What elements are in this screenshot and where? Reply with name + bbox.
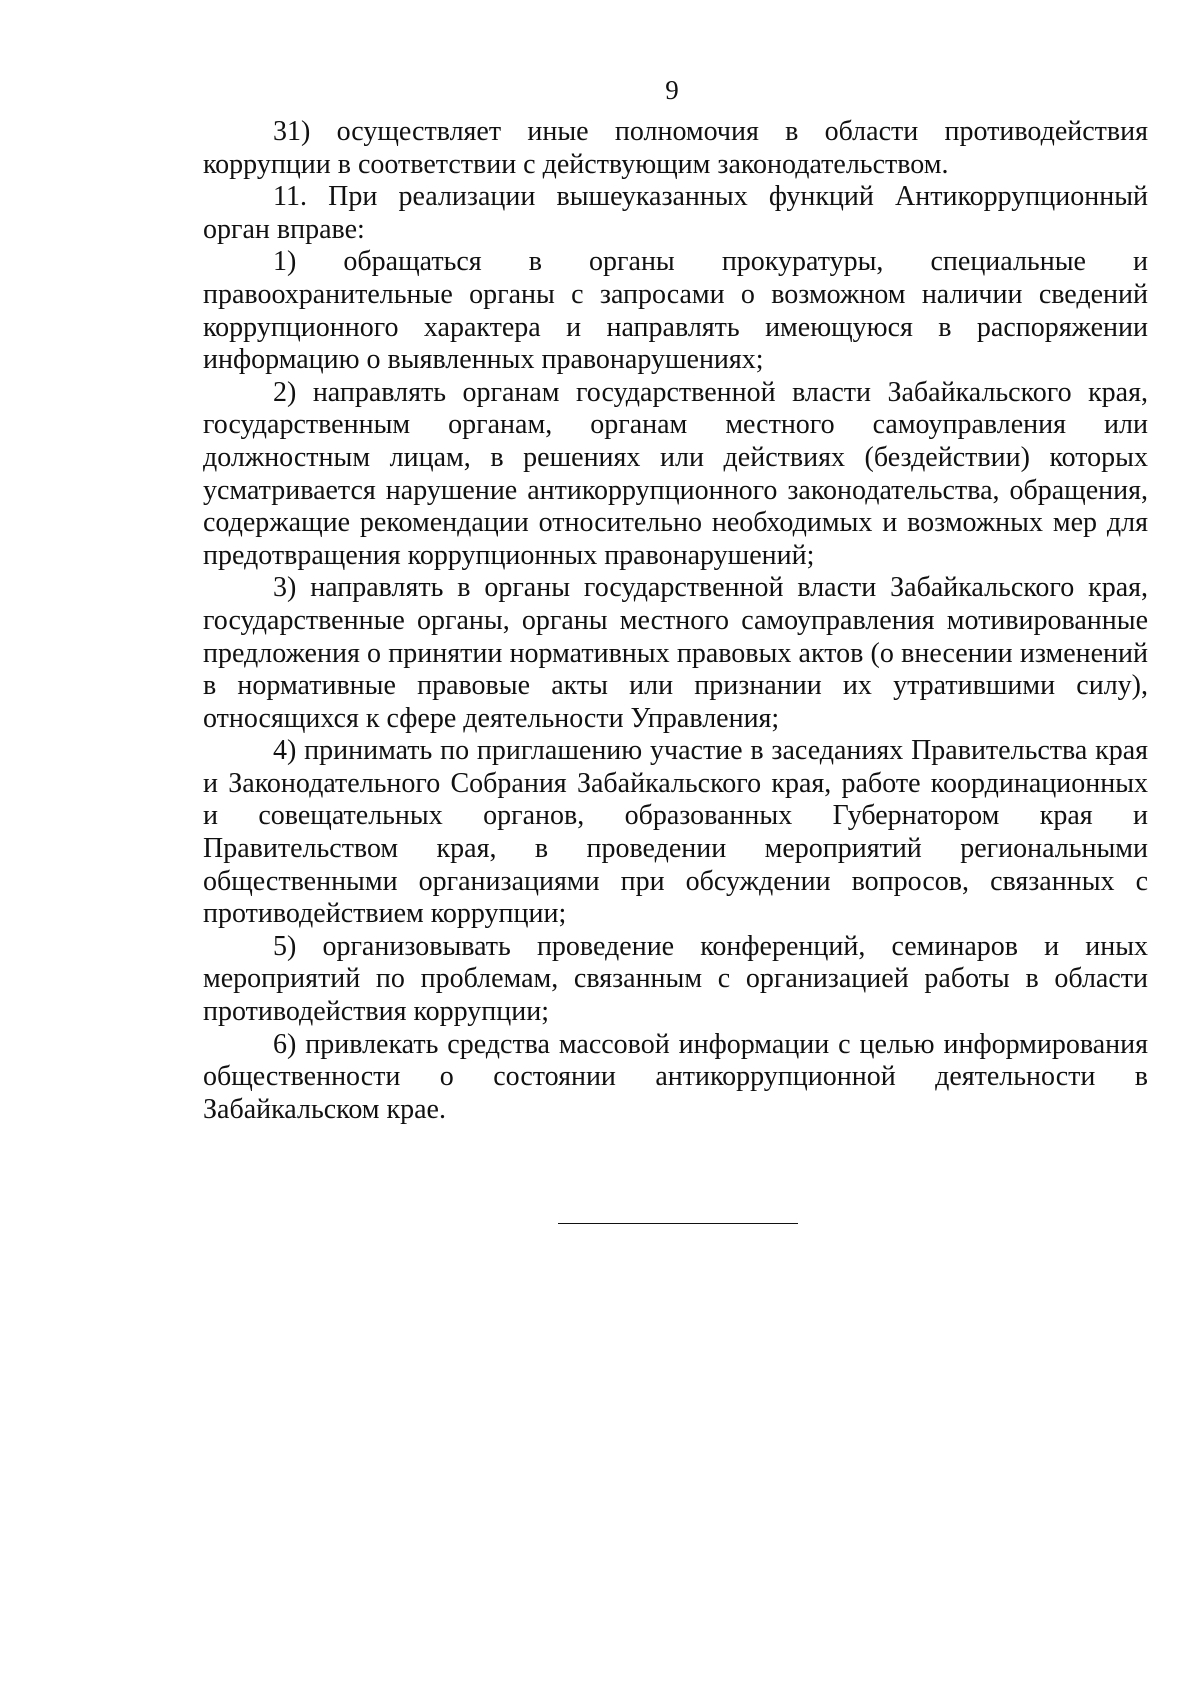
paragraph-item-2: 2) направлять органам государственной власти Забайкальского края, государственным органам, органам местного самоуправления или должностным лицам, в решениях или действиях (бездействии) которых усматривается нарушение антикоррупционного законодательства, обращения, содержащие рекомендации относительно необходимых и возможных мер для предотвращения коррупционных правонарушений; <box>203 376 1148 571</box>
paragraph-item-4: 4) принимать по приглашению участие в заседаниях Правительства края и Законодательного Собрания Забайкальского края, работе координационных и совещательных органов, образованных Губернатором края и Правительством края, в проведении мероприятий региональными общественными организациями при обсуждении вопросов, связанных с противодействием коррупции; <box>203 735 1148 930</box>
paragraph-item-5: 5) организовывать проведение конференций, семинаров и иных мероприятий по проблемам, связанным с организацией работы в области противодействия коррупции; <box>203 930 1148 1028</box>
page-number: 9 <box>665 75 679 105</box>
closing-rule-divider <box>558 1223 798 1224</box>
document-body <box>203 116 1148 1126</box>
paragraph-section-11: 11. При реализации вышеуказанных функций Антикоррупционный орган вправе: <box>203 181 1148 245</box>
paragraph-item-1: 1) обращаться в органы прокуратуры, специальные и правоохранительные органы с запросами о возможном наличии сведений коррупционного характера и направлять имеющуюся в распоряжении информацию о выявленных правонарушениях; <box>203 246 1148 376</box>
paragraph-item-6: 6) привлекать средства массовой информации с целью информирования общественности о состоянии антикоррупционной деятельности в Забайкальском крае. <box>203 1028 1148 1125</box>
paragraph-item-3: 3) направлять в органы государственной власти Забайкальского края, государственные органы, органы местного самоуправления мотивированные предложения о принятии нормативных правовых актов (о внесении изменений в нормативные правовые акты или признании их утратившими силу), относящихся к сфере деятельности Управления; <box>203 572 1148 734</box>
paragraph-item-31: 31) осуществляет иные полномочия в области противодействия коррупции в соответствии с действующим законодательством. <box>203 116 1148 180</box>
